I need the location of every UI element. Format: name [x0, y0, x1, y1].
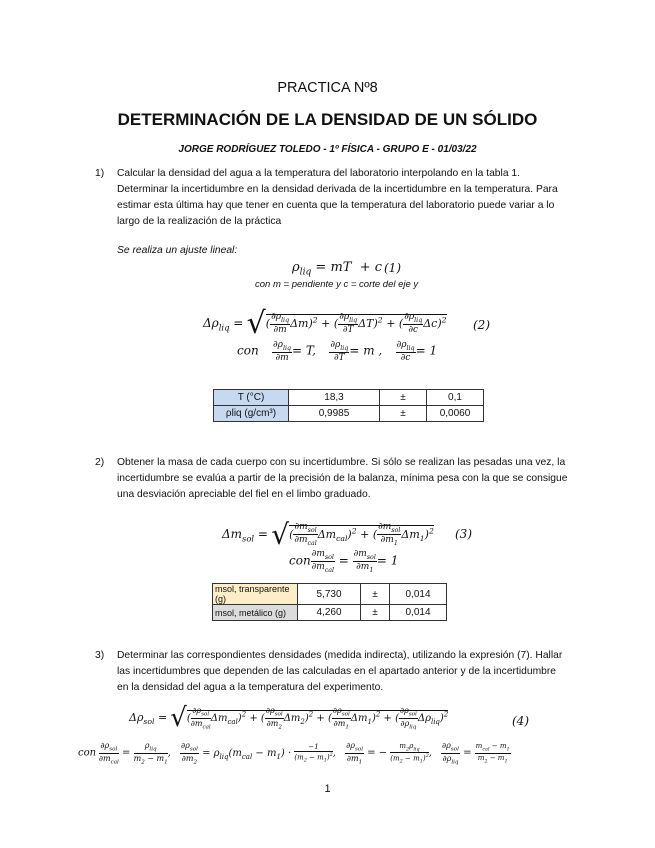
- section-1-line-1: Calcular la densidad del agua a la temperatura del laboratorio interpolando en la tabla 1.: [117, 168, 520, 179]
- section-2-line-3: una desviación apreciable del fiel en el limbo graduado.: [117, 489, 371, 500]
- table-cell: 4,260: [298, 605, 361, 621]
- section-3-line-3: en la densidad del agua a la temperatura del experimento.: [117, 682, 384, 693]
- section-2-text: [117, 455, 579, 503]
- table-row: [214, 390, 484, 406]
- table-cell: 0,9985: [289, 406, 380, 422]
- table-cell: 0,014: [390, 584, 447, 605]
- table-cell: ±: [361, 605, 390, 621]
- section-1-line-2: Determinar la incertidumbre en la densidad derivada de la incertidumbre en la temperatura. Para: [117, 184, 558, 195]
- section-3-line-2: las incertidumbres que dependen de las calculadas en el apartado anterior y de la incertidumbre: [117, 666, 557, 677]
- table-cell: ±: [380, 390, 427, 406]
- table-cell: T (°C): [214, 390, 289, 406]
- page-number: 1: [324, 783, 331, 795]
- equation-2-partials: con $\frac{\partial\rho_{liq}}{\partial m}$ = T, $\frac{\partial\rho_{liq}}{\partial T}$ = m , $\frac{\partial\rho_{liq}}{\partial c}$ = 1: [237, 340, 438, 363]
- table-cell: 18,3: [289, 390, 380, 406]
- table-cell: ±: [380, 406, 427, 422]
- section-1-line-3: estimar esta última hay que tener en cuenta que la temperatura del laboratorio puede variar a lo: [117, 200, 555, 211]
- fit-intro: Se realiza un ajuste lineal:: [117, 245, 238, 256]
- section-1-line-4: largo de la realización de la práctica: [117, 216, 282, 227]
- density-table: [213, 389, 484, 422]
- table-row: [213, 584, 447, 605]
- equation-2-number: (2): [473, 318, 490, 332]
- equation-3: $\Delta m_{sol}$ = √( $\frac{\partial m_{sol}}{\partial m_{cal}}$ $\Delta m_{cal})^2$ + ( $\frac{\partial m_{sol}}{\partial m_1}$ $\Delta m_1)^2$: [222, 518, 434, 551]
- table-cell: ρliq (g/cm³): [214, 406, 289, 422]
- equation-4-partials: con $\frac{\partial\rho_{sol}}{\partial m_{cal}}$ = $\frac{\rho_{liq}}{m_2 - m_1}$ , $\frac{\partial\rho_{sol}}{\partial m_2}$ = $\rho_{liq}(m_{cal} - m_1)$ · $\frac{-1}{(m_2 - m_1)^2}$ , $\frac{\partial\rho_{sol}}{\partial m_1}$ = − $\frac{m_2\rho_{liq}}{(m_2 - m_1)^2}$ , $\frac{\partial\rho_{sol}}{\partial\rho_{liq}}$ = $\frac{m_{cal} - m_1}{m_2 - m_1}$: [78, 741, 510, 766]
- equation-4-con: con: [78, 747, 97, 759]
- partial-equal-one: = 1: [376, 553, 399, 568]
- section-2-number: 2): [95, 457, 105, 468]
- section-2-line-1: Obtener la masa de cada cuerpo con su incertidumbre. Si sólo se realizan las pesadas una vez, la: [117, 457, 566, 468]
- table-cell: msol, transparente (g): [213, 584, 298, 605]
- partial-m: = T,: [292, 343, 316, 358]
- section-3-number: 3): [95, 650, 105, 661]
- section-3-line-1: Determinar las correspondientes densidades (medida indirecta), utilizando la expresión (7). Hallar: [117, 650, 563, 661]
- equation-3-number: (3): [455, 527, 472, 541]
- equation-2: $\Delta\rho_{liq}$ = √( $\frac{\partial\rho_{liq}}{\partial m}$ Δm)$^2$ + ( $\frac{\partial\rho_{liq}}{\partial T}$ ΔT)$^2$ + ( $\frac{\partial\rho_{liq}}{\partial c}$ Δc)$^2$: [203, 306, 447, 341]
- section-1-text: [117, 166, 579, 230]
- partial-c: = 1: [415, 343, 438, 358]
- equation-4-number: (4): [512, 714, 529, 728]
- page-title: DETERMINACIÓN DE LA DENSIDAD DE UN SÓLIDO: [117, 110, 538, 129]
- table-row: [213, 605, 447, 621]
- section-3-text: [117, 648, 579, 696]
- equation-1: $\rho_{liq}$ = mT + c: [292, 260, 383, 278]
- table-cell: 0,1: [427, 390, 484, 406]
- table-cell: 0,0060: [427, 406, 484, 422]
- table-cell: ±: [361, 584, 390, 605]
- author-line: JORGE RODRÍGUEZ TOLEDO - 1º FÍSICA - GRUPO E - 01/03/22: [178, 144, 477, 155]
- equation-4: $\Delta\rho_{sol}$ = √( $\frac{\partial\rho_{sol}}{\partial m_{cal}}$ $\Delta m_{cal})^2$ + ( $\frac{\partial\rho_{sol}}{\partial m_2}$ $\Delta m_2)^2$ + ( $\frac{\partial\rho_{sol}}{\partial m_1}$ $\Delta m_1)^2$ + ( $\frac{\partial\rho_{sol}}{\partial\rho_{liq}}$ $\Delta\rho_{liq})^2$: [129, 703, 449, 733]
- partial-T: = m ,: [349, 343, 383, 358]
- practice-number: PRACTICA Nº8: [277, 80, 378, 96]
- equation-3-con: con: [289, 553, 311, 568]
- table-cell: 0,014: [390, 605, 447, 621]
- section-1-number: 1): [95, 168, 105, 179]
- mass-table: [212, 583, 447, 621]
- equation-3-partials: con $\frac{\partial m_{sol}}{\partial m_{cal}}$ = $\frac{\partial m_{sol}}{\partial m_1}$ = 1: [289, 549, 399, 574]
- equation-1-number: (1): [384, 261, 401, 275]
- table-cell: msol, metálico (g): [213, 605, 298, 621]
- table-row: [214, 406, 484, 422]
- table-cell: 5,730: [298, 584, 361, 605]
- equation-1-note: con m = pendiente y c = corte del eje y: [255, 279, 419, 290]
- equation-2-con: con: [237, 343, 259, 358]
- section-2-line-2: incertidumbre se evalúa a partir de la precisión de la balanza, mínima pesa con la que se consigue: [117, 473, 568, 484]
